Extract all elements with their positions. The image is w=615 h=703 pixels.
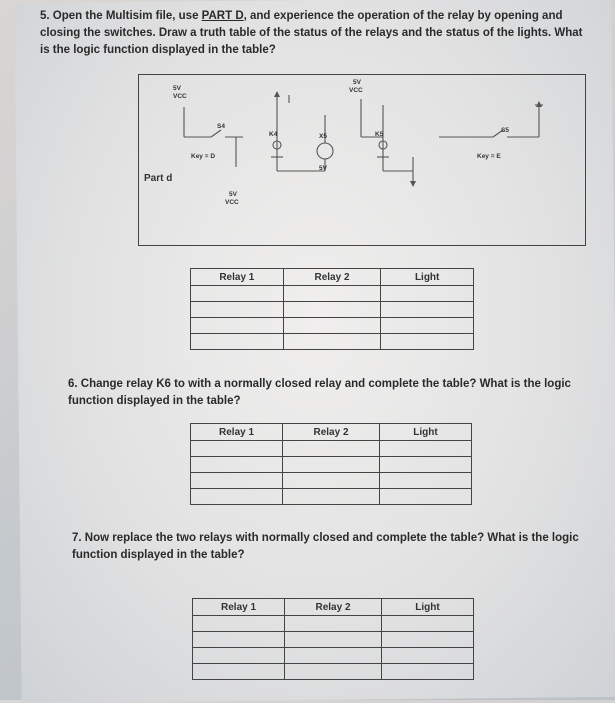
table2-header-relay1: Relay 1 — [191, 424, 283, 441]
table-cell[interactable] — [283, 473, 380, 489]
table-cell[interactable] — [283, 334, 381, 350]
table3-header-relay1: Relay 1 — [193, 599, 285, 616]
table-cell[interactable] — [191, 441, 283, 457]
relay-k4-label: K4 — [269, 131, 278, 138]
question-5-text — [40, 8, 585, 59]
table-cell[interactable] — [283, 457, 380, 473]
table-cell[interactable] — [283, 441, 380, 457]
part-d-label: Part d — [144, 173, 173, 184]
question-7-text: 7. Now replace the two relays with normally closed and complete the table? What is the logic function displayed in the table? — [72, 532, 579, 561]
table-cell[interactable] — [193, 632, 285, 648]
table-row — [191, 473, 472, 489]
table-cell[interactable] — [285, 648, 382, 664]
table-cell[interactable] — [285, 664, 382, 680]
table-cell[interactable] — [193, 648, 285, 664]
table-cell[interactable] — [283, 489, 380, 505]
vcc2-voltage: 5V — [353, 79, 361, 86]
lamp-x5-label: X5 — [319, 133, 327, 140]
table-row — [191, 286, 474, 302]
truth-table-2 — [190, 423, 472, 505]
q5-part-d-link: PART D — [201, 10, 244, 22]
table2-header-light: Light — [379, 424, 471, 441]
table-cell[interactable] — [191, 334, 284, 350]
vcc3-voltage: 5V — [229, 191, 237, 198]
table-cell[interactable] — [381, 334, 474, 350]
table-row — [191, 334, 474, 350]
table-cell[interactable] — [193, 616, 285, 632]
circuit-diagram — [138, 74, 586, 246]
q5-pre: 5. Open the Multisim file, use — [40, 10, 202, 22]
table-cell[interactable] — [285, 632, 382, 648]
q5-post: , and experience the operation of the relay by opening and closing the switches. Draw a truth table of the status of the relays and the status of the lights. What is the logic function displayed in the table? — [40, 10, 583, 56]
table-row — [193, 616, 474, 632]
table-cell[interactable] — [283, 286, 381, 302]
table3-header-light: Light — [381, 599, 473, 616]
table-row — [191, 318, 474, 334]
table-cell[interactable] — [379, 489, 471, 505]
lamp-x5-voltage: 5V — [319, 165, 327, 172]
table-cell[interactable] — [191, 318, 284, 334]
key-e-label: Key = E — [477, 153, 501, 160]
table-cell[interactable] — [381, 648, 473, 664]
vcc1-voltage: 5V — [173, 85, 181, 92]
truth-table-3 — [192, 598, 474, 680]
table-cell[interactable] — [191, 473, 283, 489]
table-row — [191, 302, 474, 318]
table-cell[interactable] — [191, 302, 284, 318]
vcc2-label: VCC — [349, 87, 363, 94]
table-cell[interactable] — [191, 457, 283, 473]
question-6-text: 6. Change relay K6 to with a normally closed relay and complete the table? What is the logic function displayed in the table? — [68, 378, 571, 407]
table-cell[interactable] — [283, 318, 381, 334]
truth-table-1 — [190, 268, 474, 350]
switch-s5-label: S5 — [501, 127, 509, 134]
table-cell[interactable] — [191, 489, 283, 505]
table-cell[interactable] — [381, 318, 474, 334]
table-row — [191, 457, 472, 473]
table-row — [191, 489, 472, 505]
key-d-label: Key = D — [191, 153, 216, 160]
table-cell[interactable] — [193, 664, 285, 680]
table-row — [193, 648, 474, 664]
table-cell[interactable] — [381, 286, 474, 302]
table-row — [193, 664, 474, 680]
table-cell[interactable] — [283, 302, 381, 318]
table-cell[interactable] — [285, 616, 382, 632]
table-cell[interactable] — [191, 286, 284, 302]
switch-s4-label: S4 — [217, 123, 225, 130]
table-cell[interactable] — [379, 473, 471, 489]
table1-header-light: Light — [381, 269, 474, 286]
circuit-wiring — [139, 75, 587, 247]
table-row — [193, 632, 474, 648]
vcc3-label: VCC — [225, 199, 239, 206]
relay-k5-label: K5 — [375, 131, 384, 138]
table-row — [191, 441, 472, 457]
table-cell[interactable] — [381, 616, 473, 632]
table-cell[interactable] — [379, 457, 471, 473]
table-cell[interactable] — [381, 664, 473, 680]
table-cell[interactable] — [381, 302, 474, 318]
table2-header-relay2: Relay 2 — [283, 424, 380, 441]
table-cell[interactable] — [381, 632, 473, 648]
table1-header-relay2: Relay 2 — [283, 269, 381, 286]
table1-header-relay1: Relay 1 — [191, 269, 284, 286]
table3-header-relay2: Relay 2 — [285, 599, 382, 616]
vcc1-label: VCC — [173, 93, 187, 100]
table-cell[interactable] — [379, 441, 471, 457]
